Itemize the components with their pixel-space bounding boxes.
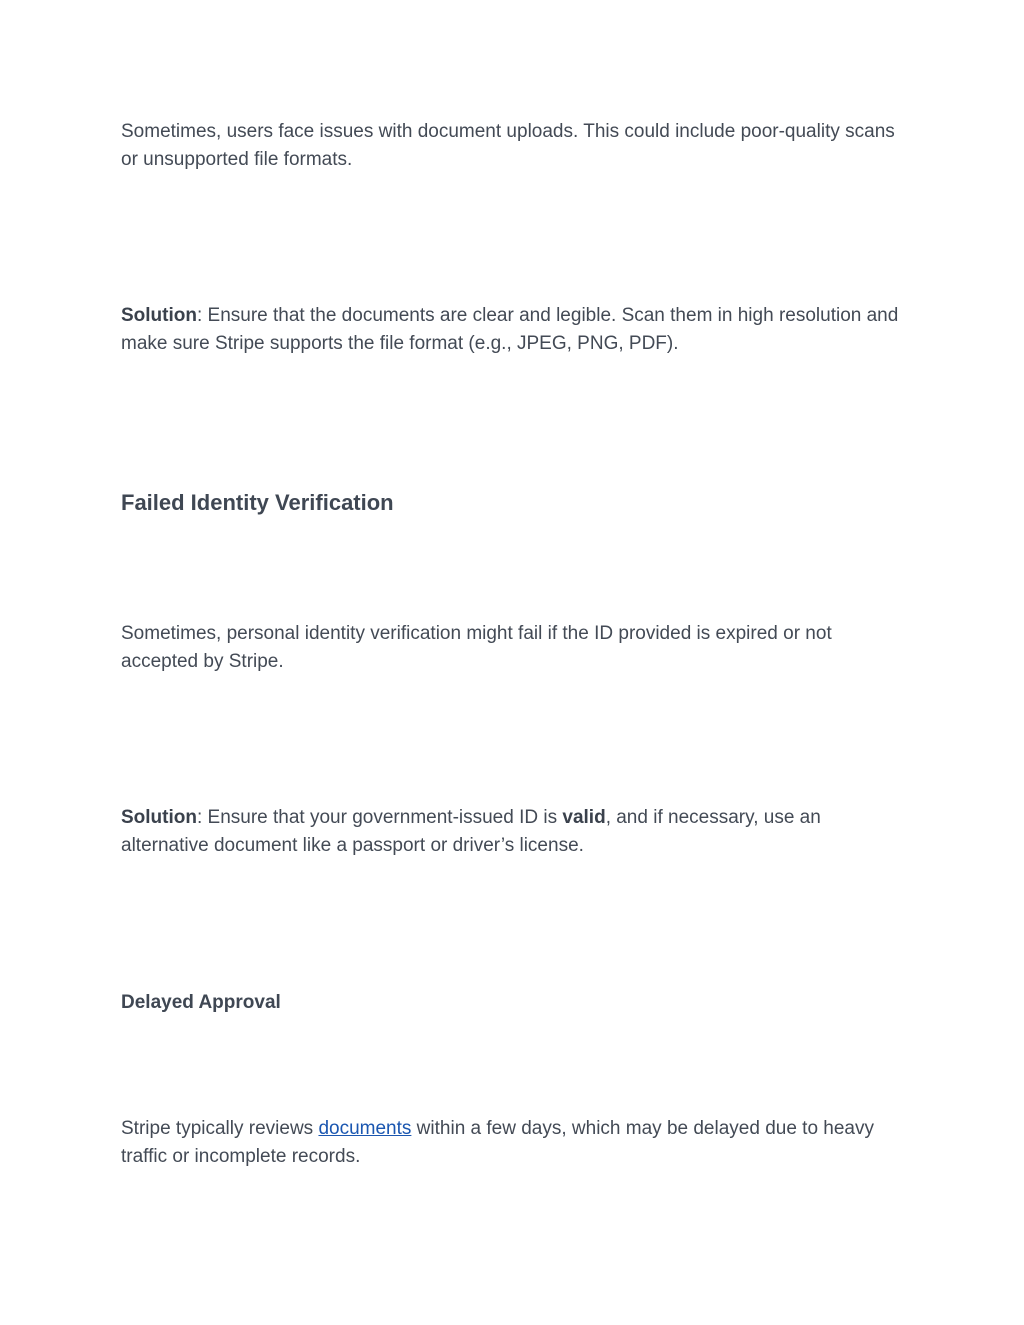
delayed-text-after: within a few days, which may be delayed due to heavy traffic or incomplete records. (121, 1118, 875, 1167)
upload-issue-paragraph: Sometimes, users face issues with document uploads. This could include poor-quality scans or unsupported file formats. (121, 121, 895, 170)
solution-label: Solution (121, 305, 197, 326)
solution-text: : Ensure that the documents are clear and legible. Scan them in high resolution and make sure Stripe supports the file format (e.g., JPEG, PNG, PDF). (121, 305, 899, 354)
failed-identity-heading: Failed Identity Verification (121, 490, 394, 515)
delayed-approval-heading: Delayed Approval (121, 992, 281, 1013)
solution-text-before: : Ensure that your government-issued ID is (196, 807, 563, 828)
solution-label: Solution (121, 807, 197, 828)
solution-text-after: , and if necessary, use an alternative document like a passport or driver’s license. (121, 807, 821, 856)
valid-emphasis: valid (562, 807, 606, 828)
delayed-text-before: Stripe typically reviews (121, 1118, 319, 1139)
identity-issue-paragraph: Sometimes, personal identity verification might fail if the ID provided is expired or not accepted by Stripe. (121, 623, 832, 672)
identity-solution-paragraph (121, 804, 901, 860)
upload-solution-paragraph (121, 302, 901, 358)
documents-link[interactable]: documents (318, 1118, 412, 1139)
delayed-approval-paragraph (121, 1115, 901, 1171)
